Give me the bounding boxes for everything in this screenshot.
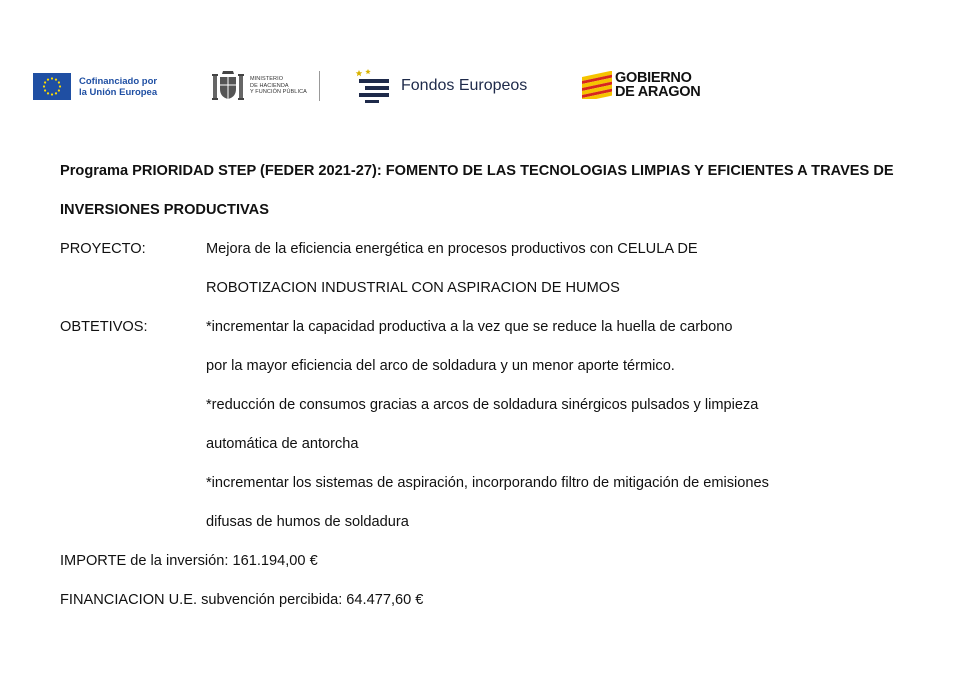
importe-inversion: IMPORTE de la inversión: 161.194,00 € xyxy=(60,553,318,569)
program-title-line-2: INVERSIONES PRODUCTIVAS xyxy=(60,202,269,218)
eu-logo-text: Cofinanciado por la Unión Europea xyxy=(79,75,158,98)
objetivos-label: OBTETIVOS: xyxy=(60,319,148,335)
fondos-europeos-logo xyxy=(351,68,527,104)
proyecto-text-line-1: Mejora de la eficiencia energética en procesos productivos con CELULA DE xyxy=(206,241,698,257)
objetivos-row xyxy=(60,314,973,353)
financiacion-ue: FINANCIACION U.E. subvención percibida: 64.477,60 € xyxy=(60,592,424,608)
fondos-europeos-icon xyxy=(351,68,395,104)
eu-flag-icon xyxy=(33,73,71,100)
fondos-europeos-text: Fondos Europeos xyxy=(401,77,528,94)
objetivos-line-1: *incrementar la capacidad productiva a la vez que se reduce la huella de carbono xyxy=(206,319,733,335)
objetivos-line-2: por la mayor eficiencia del arco de soldadura y un menor aporte térmico. xyxy=(206,358,675,374)
gobierno-aragon-text: GOBIERNO DE ARAGON xyxy=(615,70,701,100)
eu-logo xyxy=(33,73,157,100)
objetivos-line-6: difusas de humos de soldadura xyxy=(206,514,409,530)
logo-bar xyxy=(33,68,733,108)
proyecto-label: PROYECTO: xyxy=(60,241,146,257)
proyecto-text-line-2: ROBOTIZACION INDUSTRIAL CON ASPIRACION DE HUMOS xyxy=(206,280,620,296)
program-title-line-1: Programa PRIORIDAD STEP (FEDER 2021-27): FOMENTO DE LAS TECNOLOGIAS LIMPIAS Y EFICIENTES A TRAVES DE xyxy=(60,163,894,179)
objetivos-line-5: *incrementar los sistemas de aspiración, incorporando filtro de mitigación de emisiones xyxy=(206,475,769,491)
project-notice xyxy=(60,158,973,626)
logo-divider xyxy=(319,71,320,101)
ministerio-logo xyxy=(210,68,320,104)
objetivos-line-4: automática de antorcha xyxy=(206,436,359,452)
spain-crest-icon xyxy=(210,68,246,104)
proyecto-row xyxy=(60,236,973,275)
gobierno-aragon-logo xyxy=(582,71,700,99)
ministerio-text: MINISTERIO DE HACIENDA Y FUNCIÓN PÚBLICA xyxy=(250,76,307,96)
objetivos-line-3: *reducción de consumos gracias a arcos de soldadura sinérgicos pulsados y limpieza xyxy=(206,397,759,413)
aragon-flag-icon xyxy=(582,71,612,99)
